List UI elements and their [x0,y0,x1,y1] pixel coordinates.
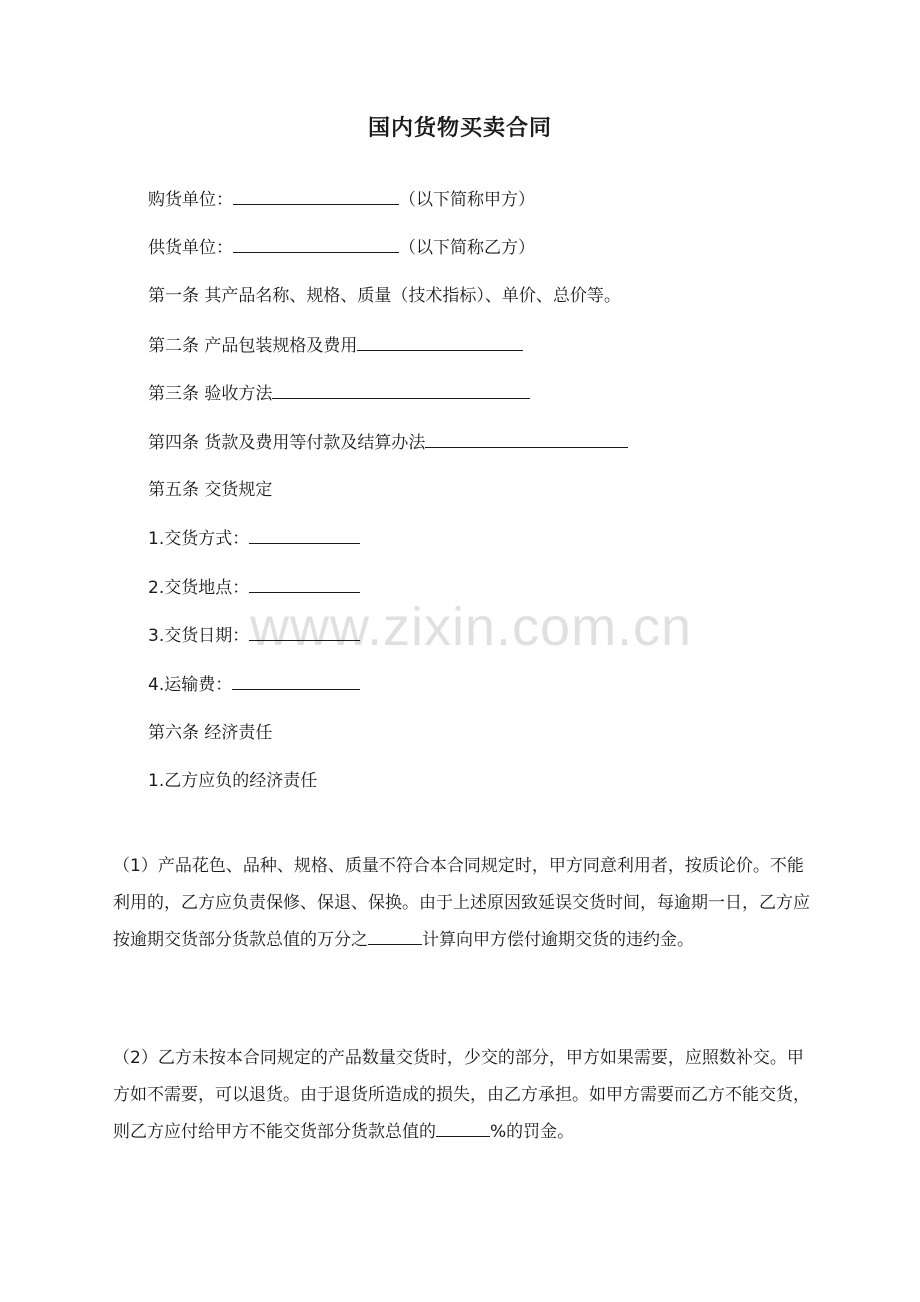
paragraph-2-text-a: （2）乙方未按本合同规定的产品数量交货时，少交的部分，甲方如果需要，应照数补交。甲方如不需要，可以退货。由于退货所造成的损失，由乙方承担。如甲方需要而乙方不能交货，则乙方应付给甲方不能交货部分货款总值的 [113,1048,810,1142]
article-4-line [148,430,628,455]
article-6: 第六条 经济责任 [148,723,273,743]
transport-fee-blank[interactable] [232,672,360,690]
delivery-method-blank[interactable] [249,526,360,544]
article-4-blank[interactable] [425,430,628,448]
transport-fee-label: 4.运输费： [148,675,233,695]
article-2: 第二条 产品包装规格及费用 [148,336,358,356]
delivery-method-line [148,526,360,551]
paragraph-2-text-b: %的罚金。 [490,1122,575,1142]
article-4: 第四条 货款及费用等付款及结算办法 [148,433,426,453]
document-title: 国内货物买卖合同 [367,116,552,141]
seller-line [148,235,535,260]
transport-fee-line [148,672,360,697]
buyer-blank[interactable] [233,187,399,205]
article-3-line [148,381,530,406]
seller-blank[interactable] [233,235,399,253]
paragraph-1-text-a: （1）产品花色、品种、规格、质量不符合本合同规定时，甲方同意利用者，按质论价。不能利用的，乙方应负责保修、保退、保换。由于上述原因致延误交货时间，每逾期一日，乙方应按逾期交货部分货款总值的万分之 [113,856,810,950]
paragraph-1 [113,848,813,959]
buyer-label: 购货单位： [148,190,233,210]
article-5: 第五条 交货规定 [148,480,273,500]
article-2-line [148,333,523,358]
delivery-date-label: 3.交货日期： [148,626,250,646]
article-3-blank[interactable] [272,381,530,399]
buyer-line [148,187,535,212]
article-3: 第三条 验收方法 [148,384,273,404]
buyer-suffix: （以下简称甲方） [399,190,535,210]
seller-suffix: （以下简称乙方） [399,238,535,258]
article-2-blank[interactable] [357,333,523,351]
seller-label: 供货单位： [148,238,233,258]
paragraph-1-blank[interactable] [368,927,422,945]
paragraph-1-text-b: 计算向甲方偿付逾期交货的违约金。 [422,930,694,950]
sub-clause-1: 1.乙方应负的经济责任 [148,771,318,791]
article-1: 第一条 其产品名称、规格、质量（技术指标）、单价、总价等。 [148,286,621,306]
delivery-method-label: 1.交货方式： [148,529,250,549]
paragraph-2 [113,1040,813,1151]
watermark: www.zixin.com.cn [250,597,693,657]
delivery-place-label: 2.交货地点： [148,578,250,598]
delivery-place-blank[interactable] [249,575,360,593]
paragraph-2-blank[interactable] [436,1119,490,1137]
